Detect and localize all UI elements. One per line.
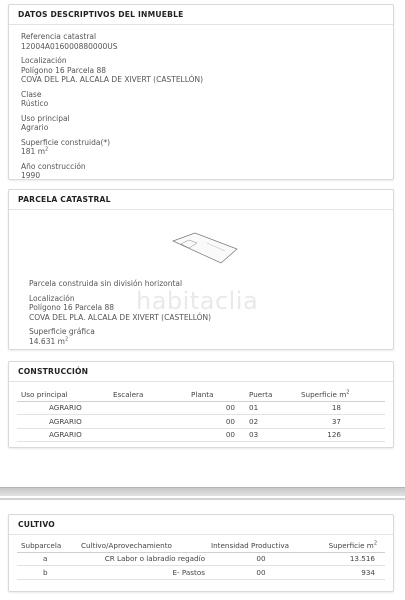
clase-value: Rústico (21, 99, 49, 108)
datos-fields (9, 25, 393, 181)
table-row (17, 428, 385, 442)
localizacion-label: Localización (21, 56, 67, 65)
construccion-panel (8, 361, 394, 448)
datos-descriptivos-title: DATOS DESCRIPTIVOS DEL INMUEBLE (9, 5, 393, 25)
construccion-title: CONSTRUCCIÓN (9, 362, 393, 382)
cell-subparcela: a (17, 552, 81, 566)
col-puerta: Puerta (249, 388, 301, 401)
cell-planta: 00 (191, 428, 249, 442)
col-escalera: Escalera (113, 388, 191, 401)
construccion-table (17, 388, 385, 442)
cell-escalera (113, 401, 191, 415)
construccion-header-row (17, 388, 385, 401)
ref-catastral-value: 12004A016000880000US (21, 41, 118, 51)
parcela-localizacion-line1: Polígono 16 Parcela 88 (29, 303, 115, 312)
cultivo-table (17, 539, 385, 580)
superficie-construida-value (21, 147, 393, 157)
cell-puerta: 03 (249, 428, 301, 442)
anio-construccion-value: 1990 (21, 171, 41, 180)
cell-superficie: 37 (301, 415, 385, 429)
uso-principal-label: Uso principal (21, 113, 70, 123)
cultivo-header-row (17, 539, 385, 552)
cultivo-panel (8, 514, 394, 592)
col-planta: Planta (191, 388, 249, 401)
superficie-construida-label: Superficie construida(*) (21, 137, 111, 147)
section-separator-line (0, 498, 405, 500)
section-separator (0, 487, 405, 496)
cell-uso: AGRARIO (17, 428, 113, 442)
parcela-catastral-title: PARCELA CATASTRAL (9, 190, 393, 210)
datos-descriptivos-panel (8, 4, 394, 180)
cell-planta: 00 (191, 415, 249, 429)
table-row (17, 552, 385, 566)
parcela-localizacion-line2: COVA DEL PLA. ALCALA DE XIVERT (CASTELLÓN) (29, 312, 212, 322)
superficie-grafica-value (29, 337, 211, 347)
ref-catastral-label: Referencia catastral (21, 32, 97, 41)
col-superficie-exp: 2 (346, 389, 350, 396)
table-row (17, 566, 385, 580)
cell-superficie-cultivo: 934 (311, 566, 385, 580)
col-superficie (301, 388, 385, 401)
cell-puerta: 01 (249, 401, 301, 415)
cell-subparcela: b (17, 566, 81, 580)
clase-label: Clase (21, 89, 42, 99)
cell-superficie: 126 (301, 428, 385, 442)
col-superficie-cultivo-text: Superficie m (328, 540, 374, 550)
cell-planta: 00 (191, 401, 249, 415)
cell-uso: AGRARIO (17, 401, 113, 415)
parcela-sin-division: Parcela construida sin división horizontal (29, 279, 183, 288)
table-row (17, 415, 385, 429)
localizacion-line2: COVA DEL PLA. ALCALA DE XIVERT (CASTELLÓN) (21, 75, 204, 84)
habitaclia-watermark: habitaclia (136, 287, 259, 315)
parcela-catastral-panel (8, 189, 394, 350)
cell-intensidad: 00 (211, 566, 311, 580)
col-superficie-cultivo-exp: 2 (373, 540, 377, 547)
col-uso-principal: Uso principal (17, 388, 113, 401)
col-superficie-cultivo (311, 539, 385, 552)
superficie-grafica-exp: 2 (64, 336, 69, 342)
parcela-localizacion-label: Localización (29, 293, 75, 303)
table-row (17, 401, 385, 415)
cell-superficie: 18 (301, 401, 385, 415)
cell-superficie-cultivo: 13.516 (311, 552, 385, 566)
cell-escalera (113, 428, 191, 442)
col-superficie-text: Superficie m (301, 389, 347, 399)
cultivo-title: CULTIVO (9, 515, 393, 535)
cell-uso: AGRARIO (17, 415, 113, 429)
uso-principal-value: Agrario (21, 123, 49, 132)
cell-puerta: 02 (249, 415, 301, 429)
cell-cultivo: E- Pastos (81, 566, 211, 580)
cell-escalera (113, 415, 191, 429)
superficie-grafica-number: 14.631 m (29, 336, 65, 346)
anio-construccion-label: Año construcción (21, 161, 86, 171)
col-subparcela: Subparcela (17, 539, 81, 552)
superficie-construida-number: 181 m (21, 147, 46, 156)
parcela-plan-image (167, 227, 247, 267)
cell-cultivo: CR Labor o labradío regadío (81, 552, 211, 566)
superficie-grafica-label: Superficie gráfica (29, 327, 95, 336)
localizacion-line1: Polígono 16 Parcela 88 (21, 65, 107, 75)
cell-intensidad: 00 (211, 552, 311, 566)
col-intensidad: Intensidad Productiva (211, 539, 311, 552)
superficie-construida-exp: 2 (45, 146, 49, 153)
col-cultivo: Cultivo/Aprovechamiento (81, 539, 211, 552)
